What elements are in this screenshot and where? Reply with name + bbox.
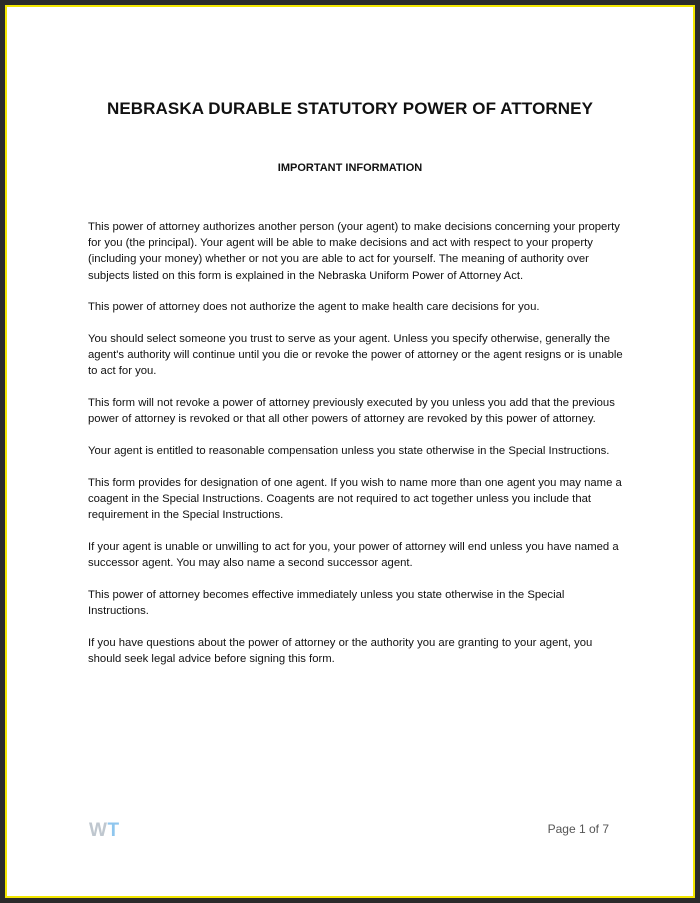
logo-letter-t: T: [107, 820, 120, 841]
paragraph: This power of attorney does not authorize the agent to make health care decisions for you.: [88, 301, 540, 314]
document-body: [88, 219, 626, 683]
section-heading: IMPORTANT INFORMATION: [277, 162, 423, 174]
paragraph: This power of attorney becomes effective immediately unless you state otherwise in the Special Instructions.: [88, 588, 565, 617]
document-title: NEBRASKA DURABLE STATUTORY POWER OF ATTORNEY: [106, 99, 594, 118]
paragraph: If you have questions about the power of attorney or the authority you are granting to your agent, you should seek legal advice before signing this form.: [88, 636, 593, 665]
document-page: [5, 5, 695, 898]
paragraph: This form provides for designation of one agent. If you wish to name more than one agent you may name a coagent in the Special Instructions. Coagents are not required to act together unless you include that requirement in the Special Instructions.: [88, 476, 622, 522]
page-number: Page 1 of 7: [547, 822, 609, 836]
wt-logo: [89, 820, 120, 842]
paragraph: You should select someone you trust to serve as your agent. Unless you specify otherwise, generally the agent's authority will continue until you die or revoke the power of attorney or the agent resigns or is unable to act for you.: [88, 333, 623, 378]
paragraph: This power of attorney authorizes another person (your agent) to make decisions concerning your property for you (the principal). Your agent will be able to make decisions and act with respect to your property (including your money) whether or not you are able to act for yourself. The meaning of authority over subjects listed on this form is explained in the Nebraska Uniform Power of Attorney Act.: [88, 221, 620, 282]
paragraph: This form will not revoke a power of attorney previously executed by you unless you add that the previous power of attorney is revoked or that all other powers of attorney are revoked by this power of attorney.: [88, 397, 615, 426]
paragraph: If your agent is unable or unwilling to act for you, your power of attorney will end unless you have named a successor agent. You may also name a second successor agent.: [88, 540, 619, 570]
paragraph: Your agent is entitled to reasonable compensation unless you state otherwise in the Special Instructions.: [88, 445, 610, 458]
logo-letter-w: W: [89, 820, 108, 841]
